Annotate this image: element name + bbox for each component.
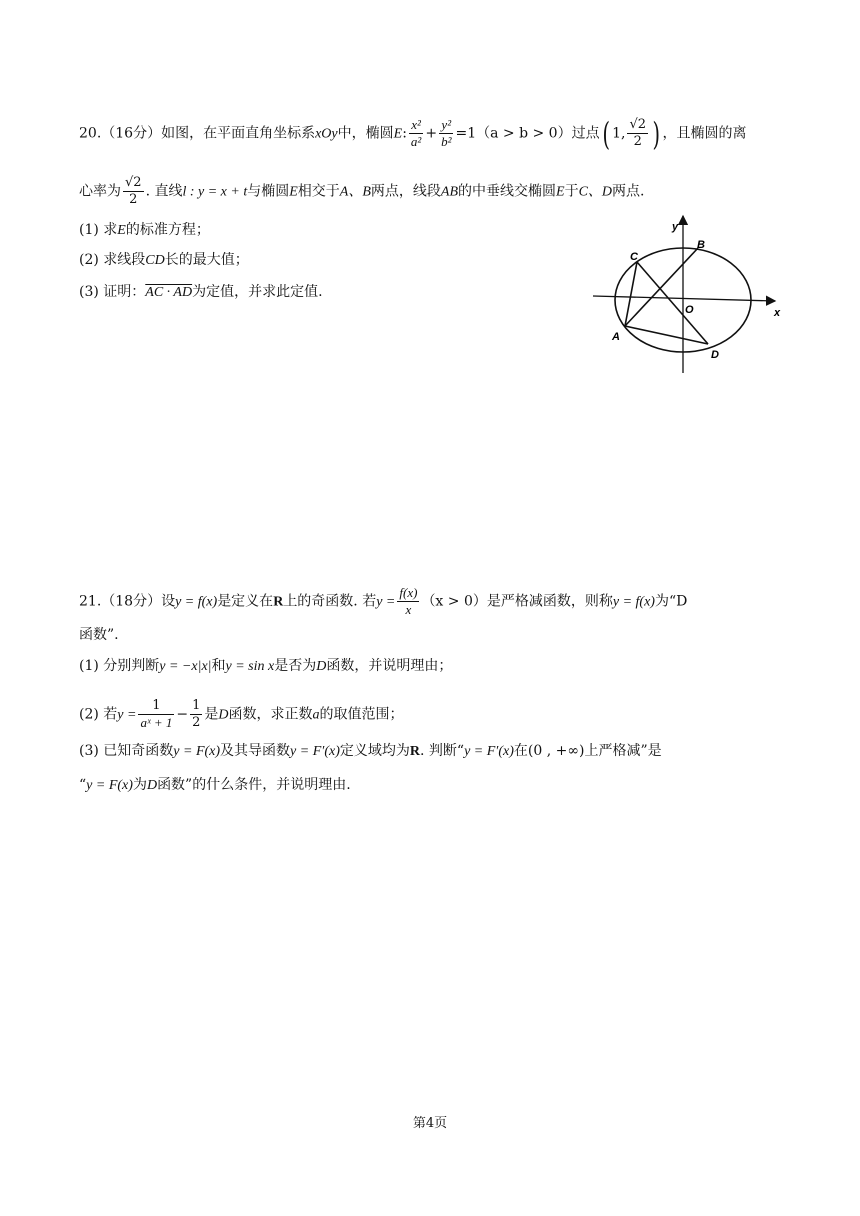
q20-part2 [79, 250, 249, 271]
function-Fprime: y = F′(x) [290, 744, 340, 759]
frac-num: x² [409, 117, 423, 134]
minus: − [176, 706, 189, 723]
colon: : [402, 125, 407, 142]
frac-den: a² [410, 134, 422, 149]
coord-system: xOy [315, 126, 338, 142]
q20-text: 于 [564, 183, 579, 200]
function-F: y = F(x) [86, 778, 133, 793]
segment-ab: AB [440, 184, 459, 200]
vector-product: AC · AD [145, 285, 193, 300]
condition: （x > 0） [421, 593, 487, 610]
frac-num: y² [439, 117, 453, 134]
frac-den: b² [441, 134, 452, 149]
frac-ecc [123, 175, 144, 208]
q21-part1 [79, 656, 452, 677]
frac-den: 2 [129, 192, 138, 207]
q21-text: 是定义在 [217, 593, 274, 610]
frac-num: √2 [125, 175, 142, 190]
point-x: 1, [612, 125, 626, 142]
part-text: (2) 若 [79, 706, 118, 723]
ratio-lhs: y = [376, 594, 396, 610]
points-ab: A、B [339, 184, 371, 200]
part-text: (3) 证明： [79, 284, 146, 300]
part-text: 是否为 [274, 658, 317, 674]
part-text: 上严格减”是 [584, 743, 662, 759]
frac-num: 1 [192, 698, 201, 713]
func-lhs: y = [117, 707, 137, 723]
q20-head: 20.（16分）如图，在平面直角坐标系 [79, 125, 316, 142]
q20-part1 [79, 220, 210, 241]
frac-fx-x [397, 585, 419, 618]
function-2: y = sin x [225, 659, 275, 674]
part-text: 及其导函数 [220, 743, 291, 759]
part-text: 和 [211, 658, 226, 674]
left-paren: ( [602, 114, 610, 153]
part-text: 的标准方程； [125, 222, 210, 238]
ellipse-figure [585, 210, 785, 380]
label-c: C [630, 251, 638, 263]
frac-den: x [405, 602, 412, 617]
label-b: B [697, 239, 705, 251]
var-a: a [312, 707, 320, 723]
part-text: 为定值，并求此定值. [192, 284, 323, 300]
q20-text: 中，椭圆 [337, 125, 394, 142]
frac-sqrt2-2 [627, 117, 648, 150]
q20-line2 [79, 175, 644, 208]
part-text: 是 [204, 706, 219, 723]
ellipse-name: E [289, 184, 298, 200]
part-text: (1) 分别判断 [79, 658, 160, 674]
q20-line1 [79, 114, 747, 153]
condition: （a > b > 0） [476, 125, 572, 142]
label-o: O [685, 304, 694, 316]
q20-text: 过点 [571, 125, 600, 142]
q21-head: 21.（18分）设 [79, 593, 176, 610]
ellipse-name: E [117, 223, 126, 238]
part-text: 函数，求正数 [228, 706, 313, 723]
q20-text: 两点，线段 [370, 183, 441, 200]
d-letter: D [146, 778, 158, 793]
q21-line2 [79, 625, 119, 645]
d-letter: D [218, 707, 229, 723]
function-F: y = F(x) [173, 744, 221, 759]
q21-text: 函数”. [79, 627, 119, 643]
part-text: 函数”的什么条件，并说明理由. [157, 777, 351, 793]
x-axis [593, 296, 775, 301]
q21-line1 [79, 585, 687, 618]
frac-num: √2 [629, 117, 646, 132]
frac-y2-b2 [439, 117, 453, 150]
line-equation: l : y = x + t [182, 184, 248, 200]
frac-1-ax1 [138, 698, 174, 731]
q20-text: 心率为 [79, 183, 121, 200]
label-x: x [774, 307, 781, 319]
part-text: “ [79, 777, 87, 793]
q20-text: 的中垂线交椭圆 [458, 183, 557, 200]
frac-num: f(x) [399, 585, 418, 600]
part-text: 在 [513, 743, 528, 759]
ellipse-name: E [556, 184, 565, 200]
part-text: (3) 已知奇函数 [79, 743, 174, 759]
q20-text: 相交于 [297, 183, 340, 200]
frac-den: 2 [633, 134, 642, 149]
q20-text: 与椭圆 [247, 183, 290, 200]
label-y: y [672, 221, 679, 233]
part-text: (2) 求线段 [79, 252, 146, 268]
part-text: 长的最大值； [164, 252, 249, 268]
ellipse-name: E [393, 126, 403, 142]
q20-text: . 直线 [145, 183, 183, 200]
function-1: y = −x|x| [159, 659, 212, 674]
q20-text: 两点. [612, 183, 645, 200]
frac-num: 1 [138, 698, 174, 715]
part-text: 为 [132, 777, 147, 793]
points-cd: C、D [578, 184, 613, 200]
part-text: 的取值范围； [319, 706, 404, 723]
reals: R [273, 594, 284, 610]
d-letter: D [316, 659, 327, 674]
label-a: A [612, 331, 620, 343]
part-text: 定义域均为 [339, 743, 410, 759]
q20-part3 [79, 282, 323, 303]
q21-text: 为“D [654, 593, 688, 610]
function-f: y = f(x) [175, 594, 218, 610]
q21-text: 是严格减函数，则称 [486, 593, 613, 610]
frac-1-2 [190, 698, 202, 731]
equals-one: =1 [455, 125, 477, 142]
q21-text: 上的奇函数. 若 [283, 593, 377, 610]
q21-part2 [79, 698, 404, 731]
part-text: . 判断“ [420, 743, 465, 759]
reals: R [409, 744, 420, 759]
q20-text: ，且椭圆的离 [662, 125, 747, 142]
q21-part3-line2 [79, 775, 351, 796]
label-d: D [711, 349, 719, 361]
part-text: (1) 求 [79, 222, 118, 238]
function-Fprime: y = F′(x) [464, 744, 514, 759]
part-text: 函数，并说明理由； [326, 658, 453, 674]
frac-x2-a2 [409, 117, 423, 150]
frac-den: 2 [192, 715, 201, 730]
frac-den: aˣ + 1 [140, 715, 173, 730]
function-f: y = f(x) [612, 594, 655, 610]
right-paren: ) [652, 114, 660, 153]
segment-cd: CD [145, 253, 165, 268]
q21-part3-line1 [79, 741, 662, 762]
interval: (0 , +∞) [527, 743, 585, 759]
plus: + [425, 125, 438, 142]
page-number: 第4页 [412, 1116, 448, 1131]
